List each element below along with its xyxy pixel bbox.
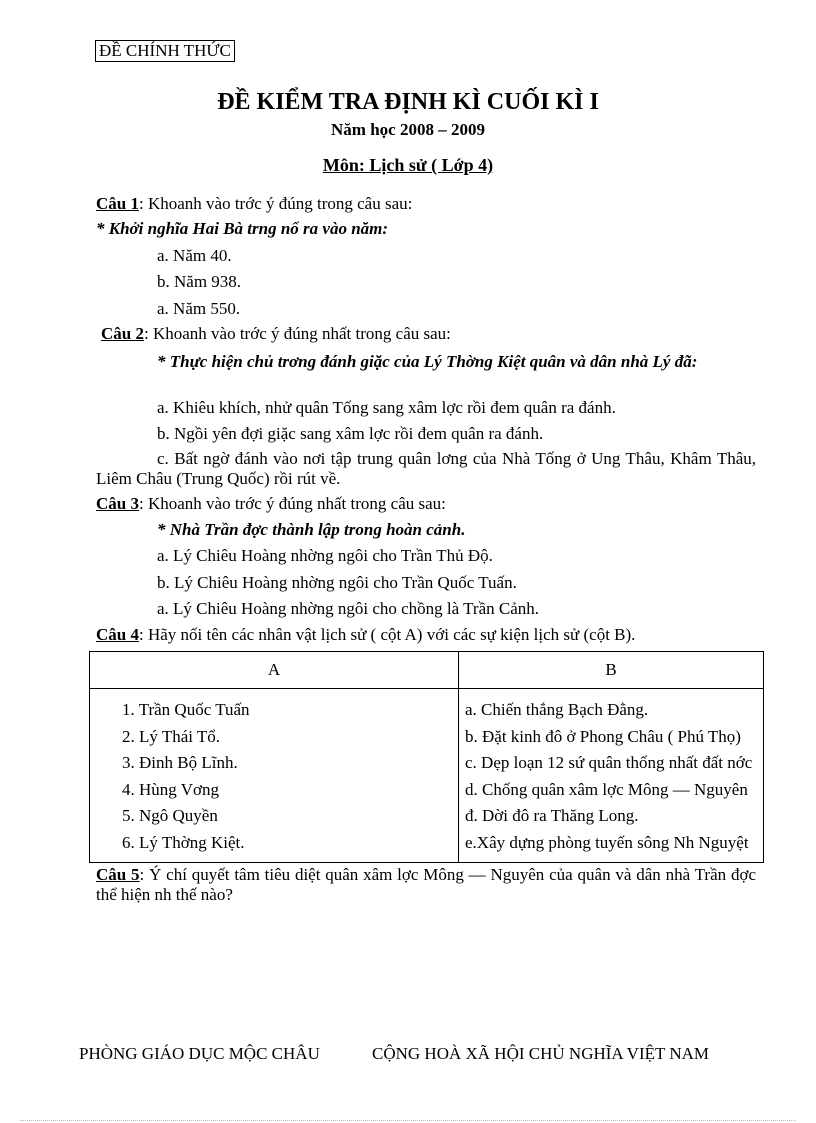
q1-label: Câu 1 [96,194,139,213]
q3-prompt: * Nhà Trần đợc thành lập trong hoàn cảnh. [157,520,466,539]
column-b-header: B [459,652,764,689]
column-b-item: c. Dẹp loạn 12 sứ quân thống nhất đất nớc [465,753,753,772]
q2-instruction: : Khoanh vào trớc ý đúng nhất trong câu sau: [143,324,451,343]
official-badge: ĐỀ CHÍNH THỨC [95,40,235,62]
footer-national-motto: CỘNG HOÀ XÃ HỘI CHỦ NGHĨA VIỆT NAM [372,1044,710,1063]
page-bottom-divider [20,1120,796,1121]
q3-label: Câu 3 [96,494,139,513]
q5-instruction: : Ý chí quyết tâm tiêu diệt quân xâm lợc Mông — Nguyên của quân và dân nhà Trần đợc thể hiện nh thế nào? [96,865,756,904]
q2-heading [101,323,451,345]
column-b-cell [459,689,764,863]
column-a-item: 4. Hùng Vơng [122,779,219,799]
q4-heading [96,624,635,646]
q4-label: Câu 4 [96,625,139,644]
page-title: ĐỀ KIỂM TRA ĐỊNH KÌ CUỐI KÌ I [217,89,599,115]
subject-text: Môn: Lịch sử ( Lớp 4) [322,155,494,175]
footer-department: PHÒNG GIÁO DỤC MỘC CHÂU [79,1044,320,1063]
matching-table [89,651,764,863]
q2-label: Câu 2 [101,324,144,343]
q1-option-1: a. Năm 40. [157,246,232,265]
q2-option-2: b. Ngồi yên đợi giặc sang xâm lợc rồi đem quân ra đánh. [157,424,544,443]
q2-option-1: a. Khiêu khích, nhử quân Tống sang xâm lợc rồi đem quân ra đánh. [157,398,616,417]
column-a-item: 6. Lý Thờng Kiệt. [122,832,245,852]
column-b-item: d. Chống quân xâm lợc Mông — Nguyên [465,779,748,799]
school-year: Năm học 2008 – 2009 [331,120,485,139]
column-a-header: A [90,652,459,689]
q5-block [96,865,756,905]
q3-option-1: a. Lý Chiêu Hoàng nhờng ngôi cho Trần Thủ Độ. [157,546,493,565]
q1-heading [96,193,412,215]
q5-label: Câu 5 [96,865,140,884]
q3-option-3: a. Lý Chiêu Hoàng nhờng ngôi cho chồng là Trần Cảnh. [157,599,540,618]
q2-option-3: c. Bất ngờ đánh vào nơi tập trung quân lơng của Nhà Tống ở Ung Thâu, Khâm Thâu, Liêm Châu (Trung Quốc) rồi rút về. [96,449,756,488]
q3-heading [96,493,446,515]
q4-instruction: : Hãy nối tên các nhân vật lịch sử ( cột A) với các sự kiện lịch sử (cột B). [138,625,636,644]
q3-instruction: : Khoanh vào trớc ý đúng nhất trong câu sau: [138,494,446,513]
column-b-item: e.Xây dựng phòng tuyến sông Nh Nguyệt [465,832,749,852]
column-a-item: 5. Ngô Quyền [122,806,218,825]
column-a-item: 1. Trần Quốc Tuấn [122,700,250,719]
column-a-cell [90,689,459,863]
column-a-item: 3. Đinh Bộ Lĩnh. [122,753,238,772]
column-b-item: b. Đặt kinh đô ở Phong Châu ( Phú Thọ) [465,726,741,746]
q1-prompt: * Khởi nghĩa Hai Bà trng nổ ra vào năm: [96,219,389,238]
q1-option-2: b. Năm 938. [157,272,242,291]
q1-option-3: a. Năm 550. [157,299,241,318]
q1-instruction: : Khoanh vào trớc ý đúng trong câu sau: [138,194,413,213]
q3-option-2: b. Lý Chiêu Hoàng nhờng ngôi cho Trần Quốc Tuấn. [157,573,517,592]
q2-prompt: * Thực hiện chủ trơng đánh giặc của Lý Thờng Kiệt quân và dân nhà Lý đã: [157,352,698,371]
subject-line [0,154,816,176]
column-b-item: đ. Dời đô ra Thăng Long. [465,806,639,825]
column-a-item: 2. Lý Thái Tổ. [122,726,221,746]
column-b-item: a. Chiến thắng Bạch Đằng. [465,700,649,719]
